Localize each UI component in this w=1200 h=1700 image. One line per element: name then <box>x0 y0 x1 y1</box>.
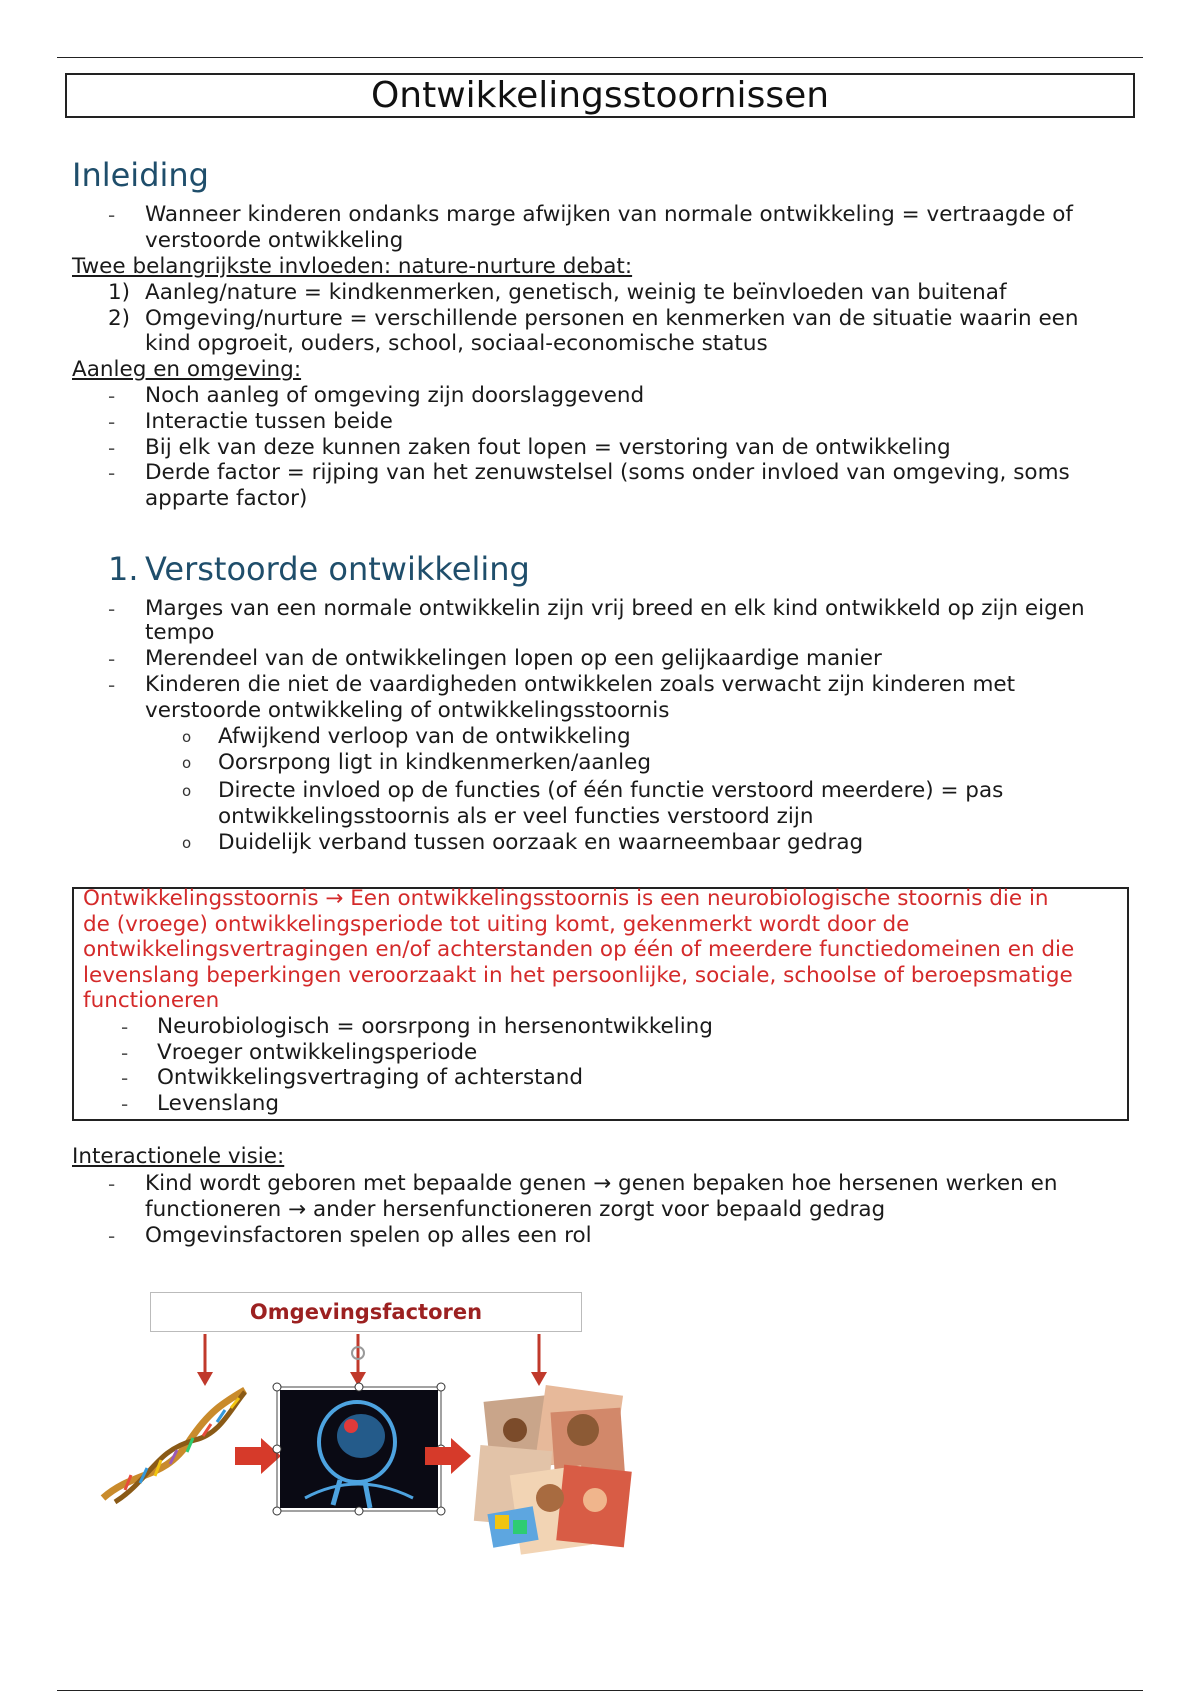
sub-bullet-line: Oorsrpong ligt in kindkenmerken/aanleg <box>218 750 652 775</box>
aanleg-bullet-line: Derde factor = rijping van het zenuwstelsel (soms onder invloed van omgeving, soms <box>145 460 1070 485</box>
bottom-rule <box>57 1690 1143 1691</box>
interactional-bullet-line: Kind wordt geboren met bepaalde genen → genen bepaken hoe hersenen werken en <box>145 1171 1058 1196</box>
bullet-dash: - <box>108 673 116 697</box>
section-bullet-line: Marges van een normale ontwikkelin zijn vrij breed en elk kind ontwikkeld op zijn eigen <box>145 596 1085 621</box>
definition-bullet-line: Levenslang <box>157 1091 280 1116</box>
bullet-dash: - <box>108 203 116 227</box>
bullet-dash: - <box>108 647 116 671</box>
heading-verstoorde-ontwikkeling: Verstoorde ontwikkeling <box>145 550 530 588</box>
intro-bullet-line: verstoorde ontwikkeling <box>145 228 404 253</box>
bullet-dash: - <box>108 1224 116 1248</box>
page-title: Ontwikkelingsstoornissen <box>65 73 1135 118</box>
interactional-bullet-line: Omgevinsfactoren spelen op alles een rol <box>145 1223 592 1248</box>
sub-bullet-line: Directe invloed op de functies (of één functie verstoord meerdere) = pas <box>218 778 1004 803</box>
down-arrow-left-icon <box>197 1334 213 1386</box>
interactional-heading: Interactionele visie: <box>72 1144 285 1169</box>
definition-line: de (vroege) ontwikkelingsperiode tot uiting komt, gekenmerkt wordt door de <box>83 912 910 937</box>
numbered-item-line: Omgeving/nurture = verschillende personen en kenmerken van de situatie waarin een <box>145 306 1079 331</box>
section-bullet-line: tempo <box>145 620 215 645</box>
nature-nurture-heading: Twee belangrijkste invloeden: nature-nurture debat: <box>72 254 633 279</box>
definition-bullet-line: Ontwikkelingsvertraging of achterstand <box>157 1065 584 1090</box>
down-arrow-middle-icon <box>350 1334 366 1386</box>
definition-bullet-line: Vroeger ontwikkelingsperiode <box>157 1040 478 1065</box>
sub-bullet-line: ontwikkelingsstoornis als er veel functies verstoord zijn <box>218 804 814 829</box>
aanleg-heading: Aanleg en omgeving: <box>72 357 302 382</box>
sub-bullet-circle: o <box>182 728 192 746</box>
brain-scan-icon <box>273 1383 445 1515</box>
bullet-dash: - <box>108 1172 116 1196</box>
right-arrow-icon <box>235 1438 281 1474</box>
bullet-dash: - <box>121 1066 129 1090</box>
figure-label-omgevingsfactoren: Omgevingsfactoren <box>150 1292 582 1332</box>
down-arrow-right-icon <box>531 1334 547 1386</box>
dna-helix-icon <box>103 1390 245 1502</box>
definition-line: Ontwikkelingsstoornis → Een ontwikkelingsstoornis is een neurobiologische stoornis die in <box>83 886 1049 911</box>
list-number: 2) <box>108 306 131 331</box>
heading-inleiding: Inleiding <box>72 156 209 194</box>
section-bullet-line: Merendeel van de ontwikkelingen lopen op een gelijkaardige manier <box>145 646 882 671</box>
bullet-dash: - <box>108 410 116 434</box>
children-photo-collage-icon <box>474 1385 632 1555</box>
bullet-dash: - <box>108 436 116 460</box>
numbered-item-line: Aanleg/nature = kindkenmerken, genetisch, weinig te beïnvloeden van buitenaf <box>145 280 1007 305</box>
numbered-item-line: kind opgroeit, ouders, school, sociaal-economische status <box>145 331 768 356</box>
aanleg-bullet-line: Noch aanleg of omgeving zijn doorslaggevend <box>145 383 645 408</box>
definition-line: functioneren <box>83 988 220 1013</box>
definition-bullet-line: Neurobiologisch = oorsrpong in hersenontwikkeling <box>157 1014 713 1039</box>
definition-line: levenslang beperkingen veroorzaakt in het persoonlijke, sociale, schoolse of beroepsmatige <box>83 963 1073 988</box>
list-number: 1) <box>108 280 131 305</box>
bullet-dash: - <box>108 461 116 485</box>
bullet-dash: - <box>121 1092 129 1116</box>
sub-bullet-circle: o <box>182 834 192 852</box>
interactional-bullet-line: functioneren → ander hersenfunctioneren zorgt voor bepaald gedrag <box>145 1197 886 1222</box>
aanleg-bullet-line: apparte factor) <box>145 486 308 511</box>
bullet-dash: - <box>121 1041 129 1065</box>
bullet-dash: - <box>121 1015 129 1039</box>
section-number: 1. <box>108 550 139 588</box>
bullet-dash: - <box>108 597 116 621</box>
influence-diagram <box>95 1330 635 1560</box>
section-bullet-line: Kinderen die niet de vaardigheden ontwikkelen zoals verwacht zijn kinderen met <box>145 672 1016 697</box>
intro-bullet-line: Wanneer kinderen ondanks marge afwijken van normale ontwikkeling = vertraagde of <box>145 202 1073 227</box>
section-bullet-line: verstoorde ontwikkeling of ontwikkelingsstoornis <box>145 698 670 723</box>
top-rule <box>57 57 1143 58</box>
bullet-dash: - <box>108 384 116 408</box>
sub-bullet-line: Duidelijk verband tussen oorzaak en waarneembaar gedrag <box>218 830 864 855</box>
definition-line: ontwikkelingsvertragingen en/of achterstanden op één of meerdere functiedomeinen en die <box>83 937 1075 962</box>
sub-bullet-line: Afwijkend verloop van de ontwikkeling <box>218 724 631 749</box>
sub-bullet-circle: o <box>182 754 192 772</box>
aanleg-bullet-line: Bij elk van deze kunnen zaken fout lopen = verstoring van de ontwikkeling <box>145 435 951 460</box>
sub-bullet-circle: o <box>182 782 192 800</box>
aanleg-bullet-line: Interactie tussen beide <box>145 409 393 434</box>
